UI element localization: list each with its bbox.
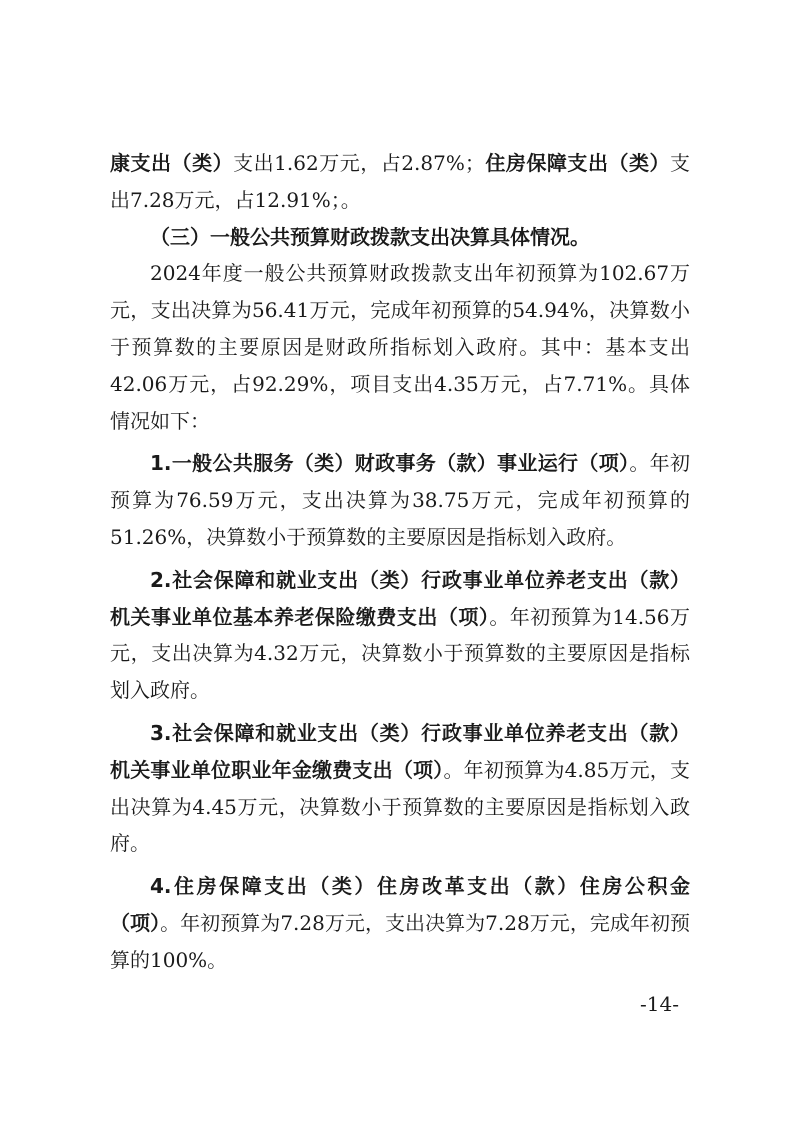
item-paragraph (110, 445, 690, 555)
item-title: 4.住房保障支出（类）住房改革支出（款）住房公积金（项） (110, 874, 690, 935)
item-paragraph (110, 715, 690, 862)
item-text: 。年初预算为14.56万元，支出决算为4.32万元，决算数小于预算数的主要原因是指标划入政府。 (110, 604, 690, 703)
intro-health-amount: 支出1.62万元，占2.87%； (233, 151, 485, 175)
item-text: 。年初预算为76.59万元，支出决算为38.75万元，完成年初预算的51.26%，决算数小于预算数的主要原因是指标划入政府。 (110, 451, 691, 549)
item-paragraph (110, 868, 690, 978)
intro-housing-amount: 支出7.28万元，占12.91%；。 (110, 151, 691, 212)
section-heading: （三）一般公共预算财政拨款支出决算具体情况。 (150, 224, 590, 249)
summary-paragraph: 2024年度一般公共预算财政拨款支出年初预算为102.67万元，支出决算为56.41万元，完成年初预算的54.94%，决算数小于预算数的主要原因是财政所指标划入政府。其中：基本支出42.06万元，占92.29%，项目支出4.35万元，占7.71%。具体情况如下： (110, 261, 690, 433)
intro-category-housing: 住房保障支出（类） (484, 151, 671, 175)
item-title: 1.一般公共服务（类）财政事务（款）事业运行（项） (150, 451, 630, 476)
document-body (110, 145, 690, 979)
intro-paragraph (110, 145, 690, 219)
item-text: 。年初预算为4.85万元，支出决算为4.45万元，决算数小于预算数的主要原因是指标划入政府。 (110, 757, 691, 856)
intro-category-health: 康支出（类） (110, 151, 234, 175)
item-title: 3.社会保障和就业支出（类）行政事业单位养老支出（款）机关事业单位职业年金缴费支出（项） (110, 720, 690, 782)
item-paragraph (110, 562, 690, 709)
item-title: 2.社会保障和就业支出（类）行政事业单位养老支出（款）机关事业单位基本养老保险缴费支出（项） (110, 567, 690, 629)
item-text: 。年初预算为7.28万元，支出决算为7.28万元，完成年初预算的100%。 (110, 910, 691, 972)
page-number: -14- (640, 992, 679, 1016)
